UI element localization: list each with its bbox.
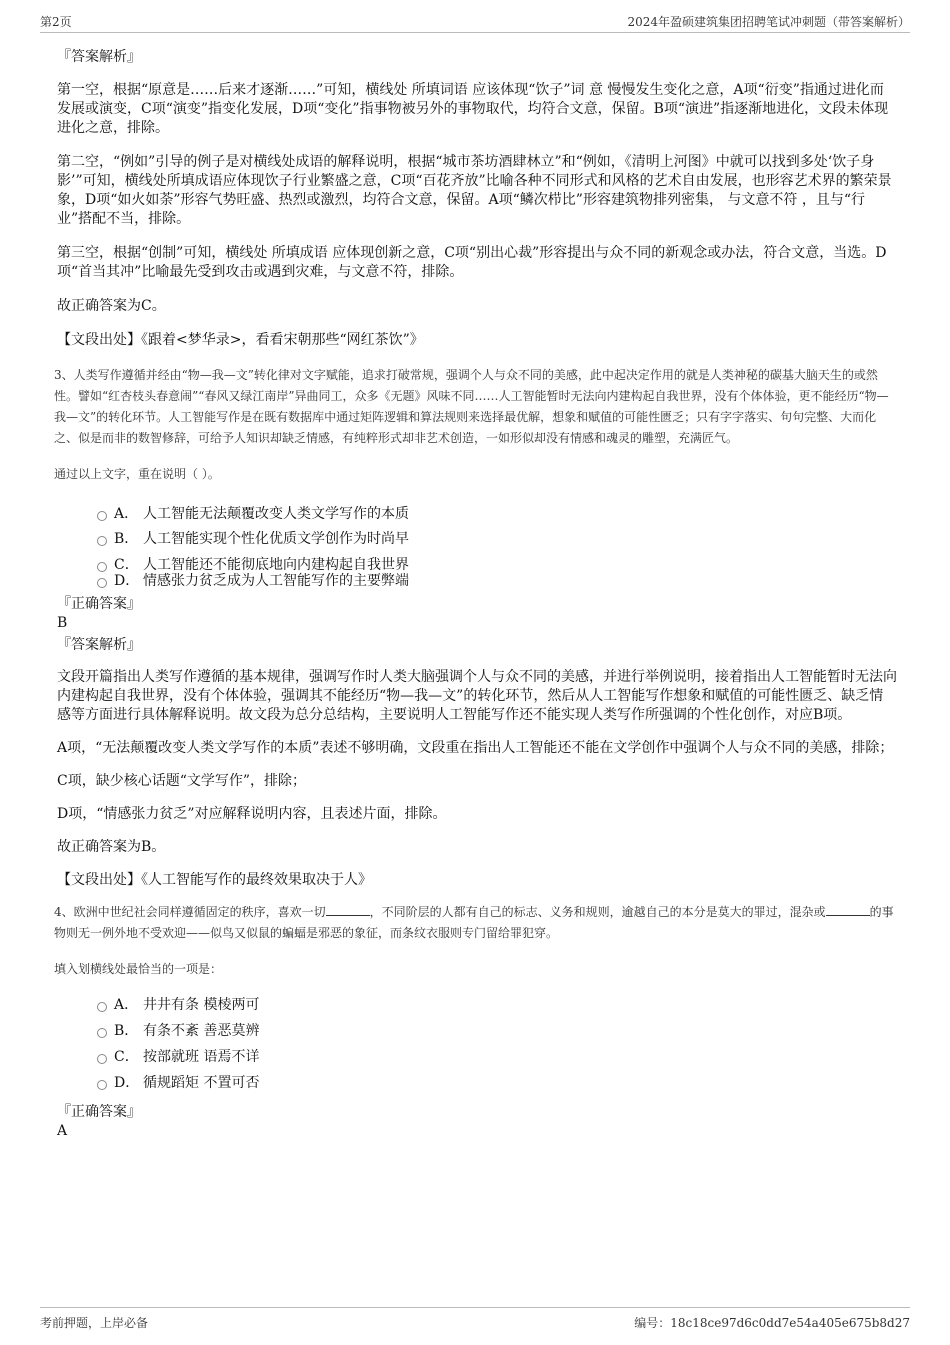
explain-paragraph: C项，缺少核心话题“文学写作”，排除； [57, 773, 307, 789]
explain-paragraph: 第二空，“例如”引导的例子是对横线处成语的解释说明，根据“城市茶坊酒肆林立”和“例如，《清明上河图》中就可以找到多处‘饮子身影’”可知，横线处所填成语应体现饮子行业繁盛之意，C项“百花齐放”比喻各种不同形式和风格的艺术自由发展，也形容艺术界的繁荣景象，D项“如火如荼”形容气势旺盛、热烈或激烈，均符合文意，保留。A项“鳞次栉比”形容建筑物排列密集， 与文意不符 ，且与“行业”搭配不当，排除。 [57, 154, 892, 227]
option-item[interactable]: B． 人工智能实现个性化优质文学创作为时尚早 [97, 527, 897, 552]
correct-answer: A [57, 1123, 68, 1139]
option-item[interactable]: A． 人工智能无法颠覆改变人类文学写作的本质 [97, 502, 897, 527]
explain-paragraph: 文段开篇指出人类写作遵循的基本规律，强调写作时人类大脑强调个人与众不同的美感，并进行举例说明，接着指出人工智能暂时无法向内建构起自我世界，没有个体体验，强调其不能经历“物—我—文”的转化环节，然后从人工智能写作想象和赋值的可能性匮乏、缺乏情感等方面进行具体解释说明。故文段为总分总结构，主要说明人工智能写作还不能实现人类写作所强调的个性化创作，对应B项。 [57, 669, 897, 723]
question-stem: 通过以上文字，重在说明（ ）。 [54, 467, 220, 481]
option-item[interactable]: C． 按部就班 语焉不详 [97, 1045, 897, 1071]
radio-icon[interactable] [97, 536, 107, 546]
correct-answer-label: 『正确答案』 [57, 596, 141, 612]
radio-icon[interactable] [97, 1054, 107, 1064]
blank-line [326, 903, 370, 916]
correct-answer: B [57, 615, 68, 631]
option-item[interactable]: C． 人工智能还不能彻底地向内建构起自我世界 [97, 552, 897, 571]
radio-icon[interactable] [97, 1028, 107, 1038]
option-item[interactable]: D． 循规蹈矩 不置可否 [97, 1071, 897, 1097]
source-line: 【文段出处】《跟着<梦华录>，看看宋朝那些“网红茶饮”》 [57, 332, 424, 348]
radio-icon[interactable] [97, 1002, 107, 1012]
explain-paragraph: D项，“情感张力贫乏”对应解释说明内容，且表述片面，排除。 [57, 806, 447, 822]
question-stem: 填入划横线处最恰当的一项是： [54, 962, 223, 976]
document-id: 编号：18c18ce97d6c0dd7e54a405e675b8d27 [634, 1316, 910, 1330]
option-item[interactable]: A． 井井有条 模棱两可 [97, 993, 897, 1019]
source-line: 【文段出处】《人工智能写作的最终效果取决于人》 [57, 872, 372, 888]
page-footer [40, 1307, 910, 1330]
radio-icon[interactable] [97, 511, 107, 521]
option-list [97, 993, 897, 1097]
option-item[interactable]: D． 情感张力贫乏成为人工智能写作的主要弊端 [97, 571, 897, 591]
radio-icon[interactable] [97, 1080, 107, 1090]
question-text: 3、人类写作遵循并经由“物—我—文”转化律对文字赋能，追求打破常规，强调个人与众不同的美感，此中起决定作用的就是人类神秘的碳基大脑天生的或然性。譬如“红杏枝头春意闹”“春风又绿江南岸”异曲同工，众多《无题》风味不同……人工智能暂时无法向内建构起自我世界，没有个体体验，更不能经历“物—我—文”的转化环节。人工智能写作是在既有数据库中通过矩阵逻辑和算法规则来选择最优解，想象和赋值的可能性匮乏；只有字字落实、句句完整、大而化之、似是而非的数智修辞，可给予人知识却缺乏情感，有纯粹形式却非艺术创造，一如形似却没有情感和魂灵的雕塑，充满匠气。 [54, 368, 889, 445]
explain-paragraph: A项，“无法颠覆改变人类文学写作的本质”表述不够明确，文段重在指出人工智能还不能在文学创作中强调个人与众不同的美感，排除； [57, 740, 894, 756]
answer-explain-label: 『答案解析』 [57, 637, 141, 653]
correct-answer-line: 故正确答案为C。 [57, 298, 166, 314]
option-list [97, 502, 897, 591]
radio-icon[interactable] [97, 562, 107, 572]
main-content [54, 46, 897, 1139]
document-title: 2024年盈硕建筑集团招聘笔试冲刺题（带答案解析） [627, 15, 910, 29]
explain-paragraph: 第一空，根据“原意是……后来才逐渐……”可知，横线处 所填词语 应该体现“饮子”词 意 慢慢发生变化之意，A项“衍变”指通过进化而发展或演变，C项“演变”指变化发展，D项“变化”指事物被另外的事物取代，均符合文意，保留。B项“演进”指逐渐地进化，文段未体现进化之意，排除。 [57, 82, 889, 136]
radio-icon[interactable] [97, 578, 107, 588]
explain-paragraph: 第三空，根据“创制”可知，横线处 所填成语 应体现创新之意，C项“别出心裁”形容提出与众不同的新观念或办法，符合文意，当选。D项“首当其冲”比喻最先受到攻击或遇到灾难，与文意不符，排除。 [57, 245, 887, 280]
page-number: 第2页 [40, 15, 72, 29]
page-header [40, 10, 910, 33]
option-item[interactable]: B． 有条不紊 善恶莫辨 [97, 1019, 897, 1045]
blank-line [826, 903, 870, 916]
correct-answer-label: 『正确答案』 [57, 1104, 141, 1120]
correct-answer-line: 故正确答案为B。 [57, 839, 166, 855]
answer-explain-label: 『答案解析』 [57, 49, 141, 65]
footer-slogan: 考前押题，上岸必备 [40, 1316, 149, 1330]
question-text: 4、欧洲中世纪社会同样遵循固定的秩序，喜欢一切 ，不同阶层的人都有自己的标志、义务和规则，逾越自己的本分是莫大的罪过，混杂或 的事物则无一例外地不受欢迎——似鸟又似鼠的蝙蝠是邪恶的象征，而条纹衣服则专门留给罪犯穿。 [54, 905, 894, 940]
